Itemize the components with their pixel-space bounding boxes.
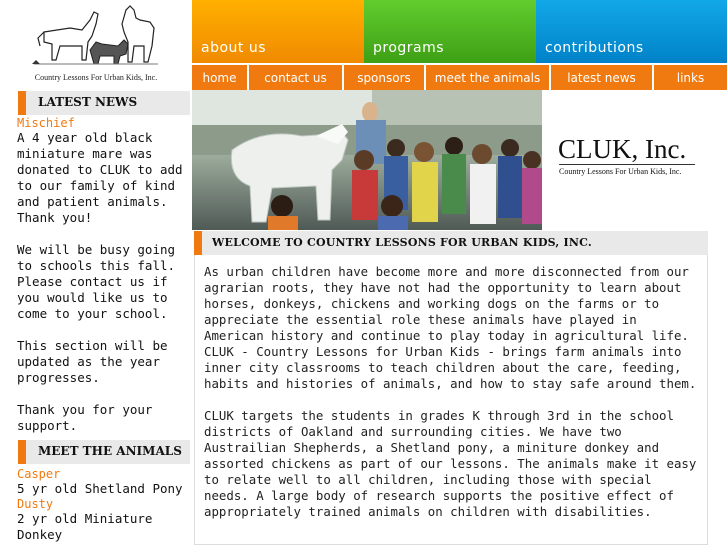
main-nav <box>192 63 727 90</box>
tab-programs[interactable] <box>364 0 536 63</box>
hero-photo <box>192 90 542 230</box>
news-paragraph: A 4 year old black miniature mare was donated to CLUK to add to our family of kind and patient animals. Thank you! <box>17 130 183 225</box>
site-logo[interactable] <box>0 0 192 90</box>
meet-animals-heading-text: MEET THE ANIMALS <box>38 444 182 458</box>
logo-caption: Country Lessons For Urban Kids, Inc. <box>34 73 158 82</box>
brand-title: CLUK, Inc. <box>558 134 687 164</box>
news-paragraph: Thank you for your support. <box>17 402 153 433</box>
nav-sponsors[interactable]: sponsors <box>344 65 426 90</box>
animal-description: 5 yr old Shetland Pony <box>17 481 183 496</box>
nav-latest-news[interactable]: latest news <box>551 65 654 90</box>
nav-home[interactable]: home <box>192 65 249 90</box>
tab-about-us[interactable] <box>192 0 364 63</box>
animal-name-link[interactable]: Dusty <box>17 497 54 511</box>
brand-subtitle: Country Lessons For Urban Kids, Inc. <box>559 167 682 176</box>
latest-news-heading-text: LATEST NEWS <box>38 95 138 109</box>
welcome-heading-text: WELCOME TO COUNTRY LESSONS FOR URBAN KIDS, INC. <box>212 236 592 249</box>
news-item-title[interactable]: Mischief <box>17 116 75 130</box>
news-paragraph: This section will be updated as the year progresses. <box>17 338 168 385</box>
animals-list <box>17 467 189 543</box>
latest-news-heading <box>18 91 190 115</box>
animal-description: 2 yr old Miniature Donkey <box>17 511 153 542</box>
welcome-heading <box>194 231 708 255</box>
tab-contributions-label: contributions <box>545 40 644 56</box>
meet-animals-heading <box>18 440 190 464</box>
main-content <box>194 255 708 545</box>
nav-meet-the-animals[interactable]: meet the animals <box>426 65 551 90</box>
latest-news-section <box>17 117 189 450</box>
tab-about-us-label: about us <box>201 40 267 56</box>
animal-name-link[interactable]: Casper <box>17 467 61 481</box>
content-paragraph: CLUK targets the students in grades K through 3rd in the school districts of Oakland and surrounding cities. We have two Austrailian Shepherds, a Shetland pony, a miniture donkey and assorted chickens as part of our lessons. The animals make it easy to relate well to all children, including those with special needs. A large body of research supports the positive effect of appropriately trained animals on children with disabilities. <box>204 408 697 519</box>
nav-links[interactable]: links <box>676 70 705 85</box>
tab-contributions[interactable] <box>536 0 727 63</box>
brand-block <box>542 90 727 230</box>
tab-programs-label: programs <box>373 40 445 56</box>
content-paragraph: As urban children have become more and more disconnected from our agrarian roots, they have not had the opportunity to learn about horses, donkeys, chickens and working dogs on the farms or to appreciate the essential role these animals have played in American history and continue to play today in agricultural life. CLUK - Country Lessons for Urban Kids - brings farm animals into inner city classrooms to teach children about the care, feeding, habits and histories of animals, and how to stay safe around them. <box>204 264 697 391</box>
farm-animals-logo-icon <box>30 2 160 74</box>
brand-divider <box>559 164 695 165</box>
news-paragraph: We will be busy going to schools this fall. Please contact us if you would like us to come to your school. <box>17 242 176 321</box>
nav-contact-us[interactable]: contact us <box>249 65 344 90</box>
